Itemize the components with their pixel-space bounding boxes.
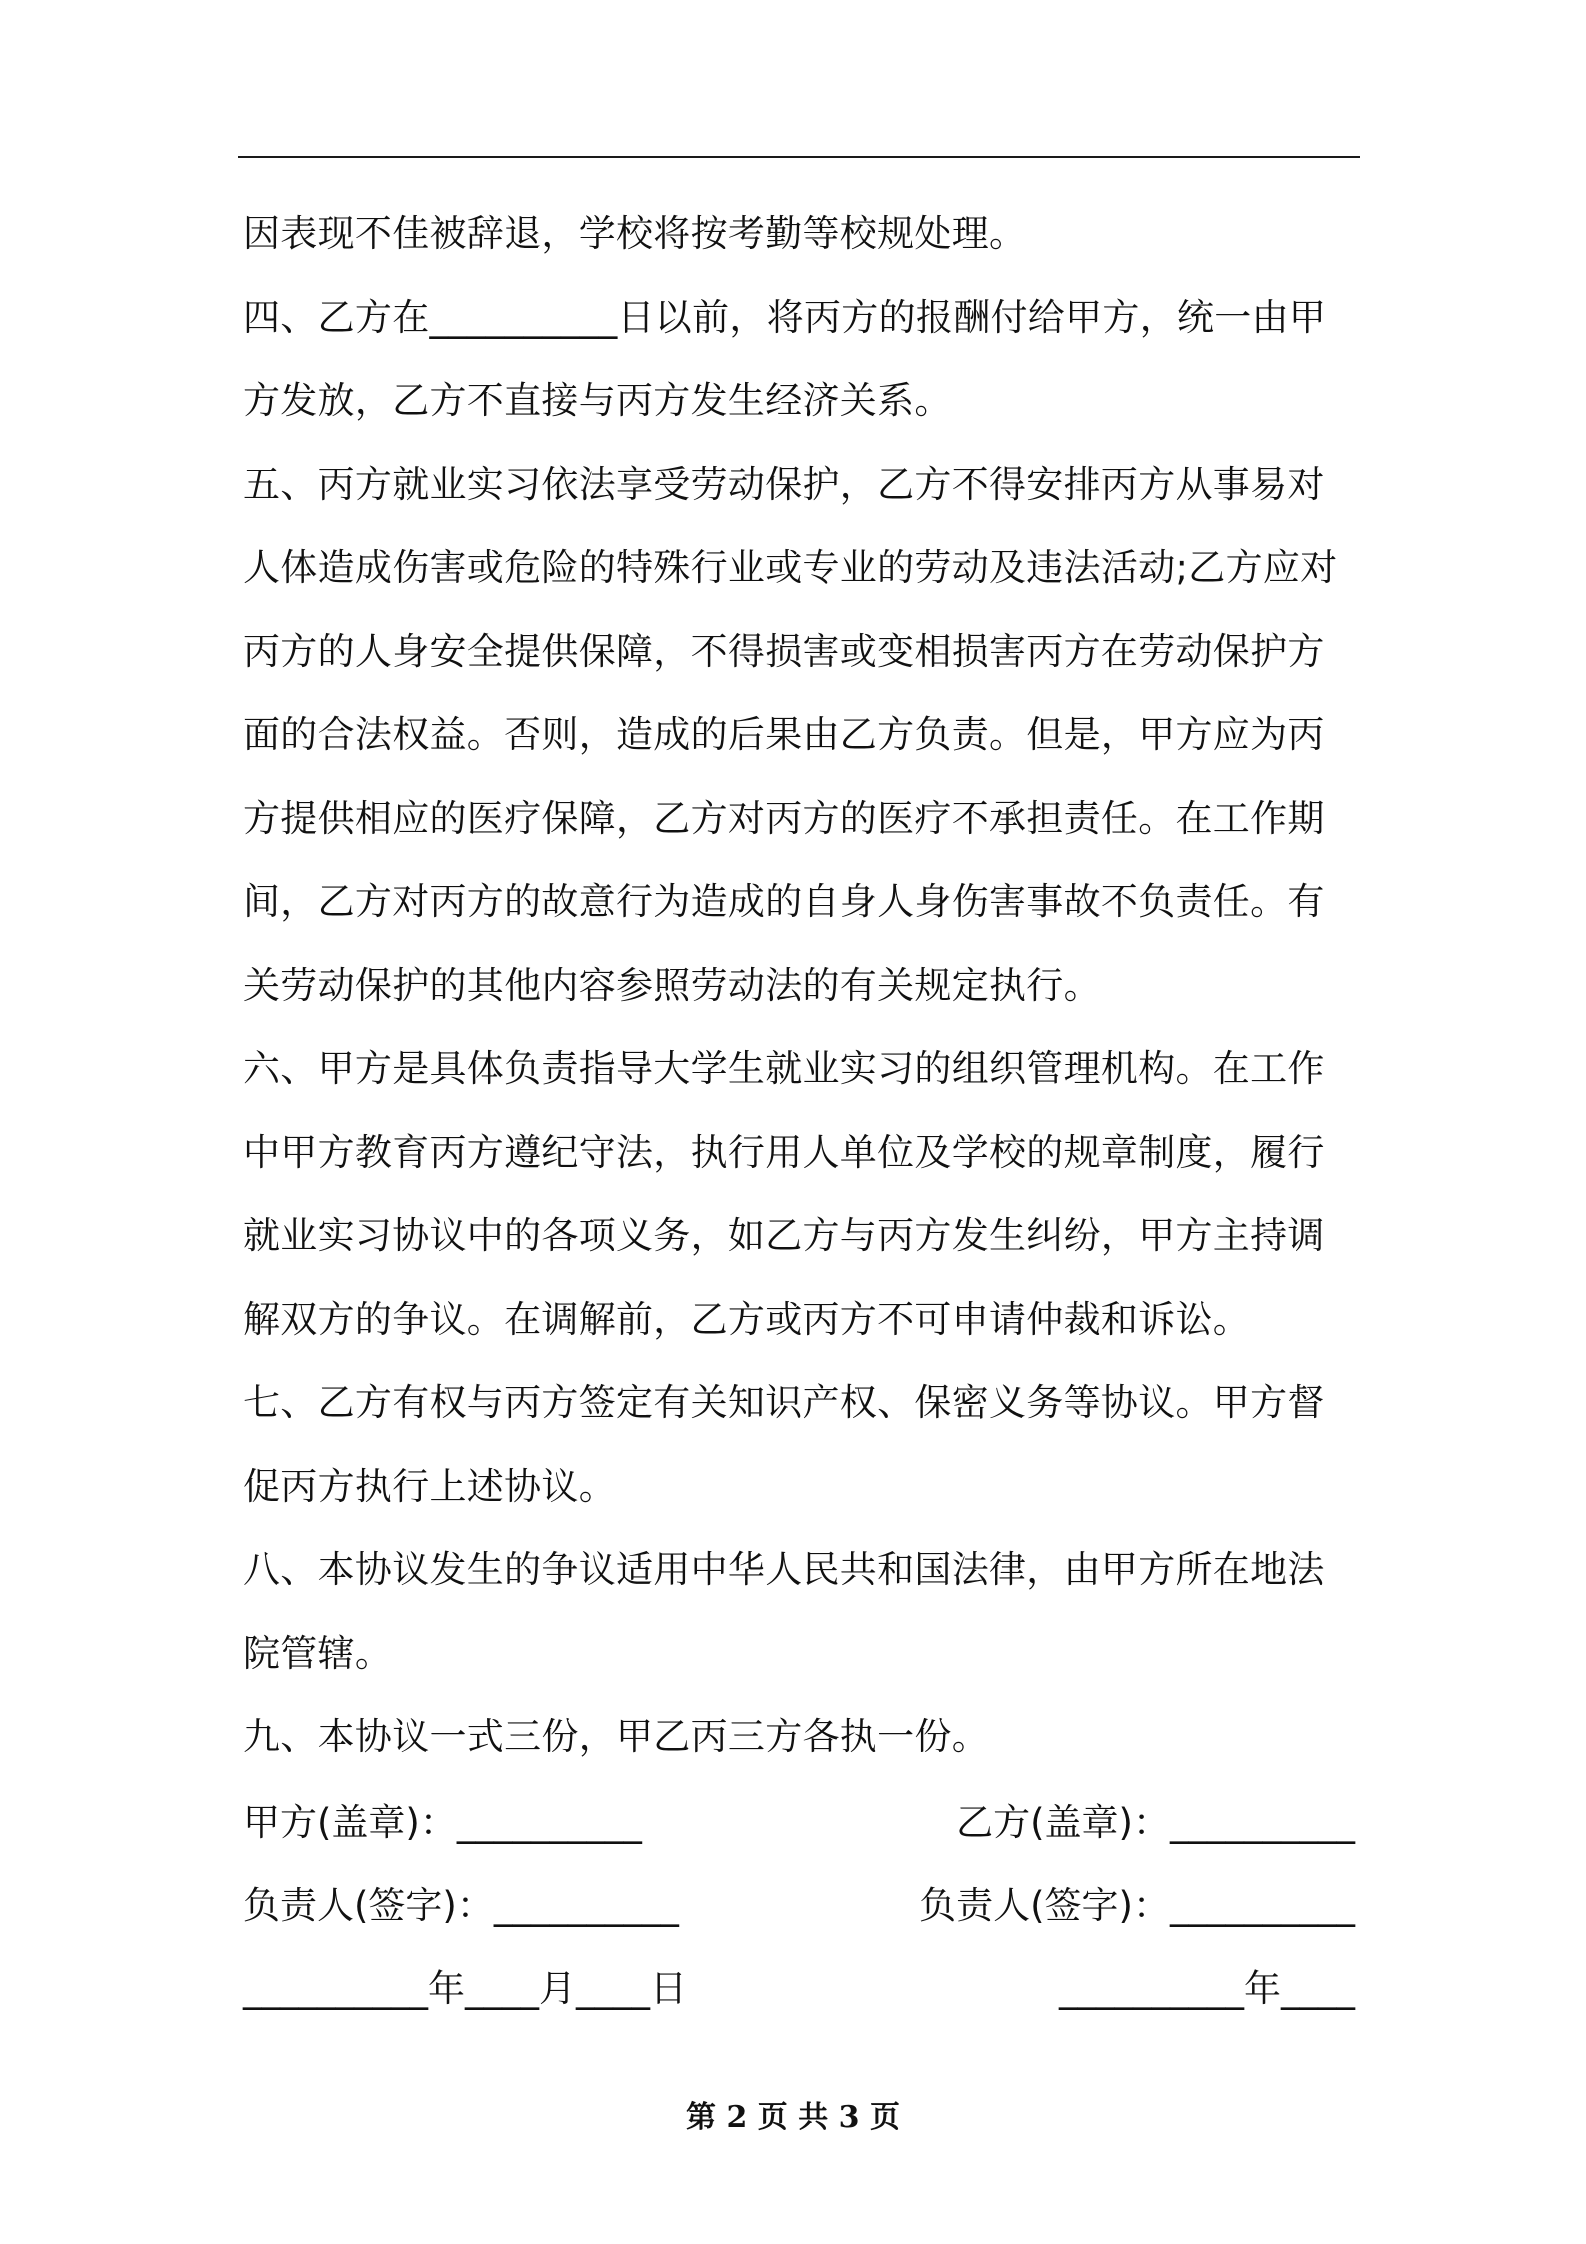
paragraph-continuation: 因表现不佳被辞退，学校将按考勤等校规处理。 xyxy=(243,212,1027,255)
party-a-person-field: 负责人(签字)：__________ xyxy=(243,1884,679,1927)
party-b-seal-field: 乙方(盖章)：__________ xyxy=(956,1801,1355,1844)
page-number-footer: 第 2 页 共 3 页 xyxy=(686,2100,900,2135)
agreement-body xyxy=(243,192,1355,1779)
party-b-person-field: 负责人(签字)：__________ xyxy=(919,1884,1355,1927)
party-a-date-field: __________年____月____日 xyxy=(243,1967,687,2010)
signature-row-seal xyxy=(243,1788,1355,1858)
clause-4: 四、乙方在__________日以前，将丙方的报酬付给甲方，统一由甲方发放，乙方不直接与丙方发生经济关系。 xyxy=(243,295,1327,422)
clause-6: 六、甲方是具体负责指导大学生就业实习的组织管理机构。在工作中甲方教育丙方遵纪守法，执行用人单位及学校的规章制度，履行就业实习协议中的各项义务，如乙方与丙方发生纠纷，甲方主持调解双方的争议。在调解前，乙方或丙方不可申请仲裁和诉讼。 xyxy=(243,1047,1325,1341)
clause-5: 五、丙方就业实习依法享受劳动保护，乙方不得安排丙方从事易对人体造成伤害或危险的特殊行业或专业的劳动及违法活动;乙方应对丙方的人身安全提供保障，不得损害或变相损害丙方在劳动保护方面的合法权益。否则，造成的后果由乙方负责。但是，甲方应为丙方提供相应的医疗保障，乙方对丙方的医疗不承担责任。在工作期间，乙方对丙方的故意行为造成的自身人身伤害事故不负责任。有关劳动保护的其他内容参照劳动法的有关规定执行。 xyxy=(243,462,1338,1007)
party-a-seal-field: 甲方(盖章)：__________ xyxy=(243,1801,642,1844)
header-rule xyxy=(238,156,1360,158)
clause-7: 七、乙方有权与丙方签定有关知识产权、保密义务等协议。甲方督促丙方执行上述协议。 xyxy=(243,1381,1325,1508)
clause-9: 九、本协议一式三份，甲乙丙三方各执一份。 xyxy=(243,1715,989,1758)
party-b-date-field: __________年____ xyxy=(1059,1967,1355,2010)
clause-8: 八、本协议发生的争议适用中华人民共和国法律，由甲方所在地法院管辖。 xyxy=(243,1548,1325,1675)
signature-row-date xyxy=(243,1954,1355,2024)
signature-row-person xyxy=(243,1871,1355,1941)
